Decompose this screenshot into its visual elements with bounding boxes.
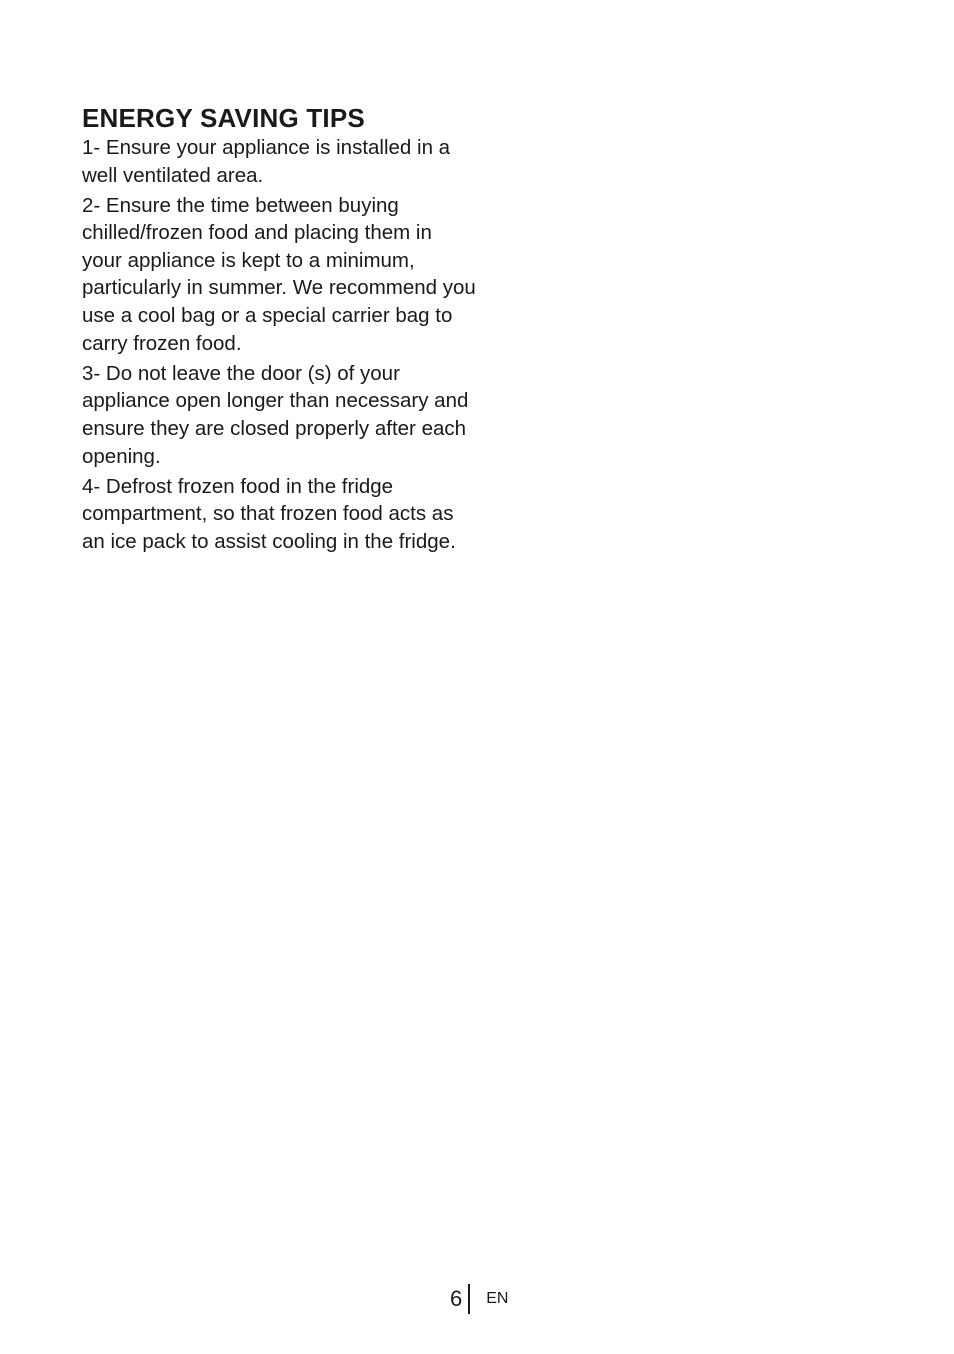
section-heading: ENERGY SAVING TIPS	[82, 103, 365, 133]
page-footer	[450, 1283, 508, 1315]
tip-item: 1- Ensure your appliance is installed in a well ventilated area.	[82, 136, 451, 187]
tip-item: 2- Ensure the time between buying chilled/frozen food and placing them in your appliance is kept to a minimum, particularly in summer. We recommend you use a cool bag or a special carrier bag to carry frozen food.	[82, 193, 476, 355]
language-code: EN	[486, 1290, 509, 1307]
tip-item: 3- Do not leave the door (s) of your appliance open longer than necessary and ensure they are closed properly after each opening.	[82, 361, 469, 468]
energy-saving-tips-section	[82, 102, 477, 558]
tip-item: 4- Defrost frozen food in the fridge compartment, so that frozen food acts as an ice pack to assist cooling in the fridge.	[82, 474, 456, 553]
page-number: 6	[450, 1286, 463, 1311]
